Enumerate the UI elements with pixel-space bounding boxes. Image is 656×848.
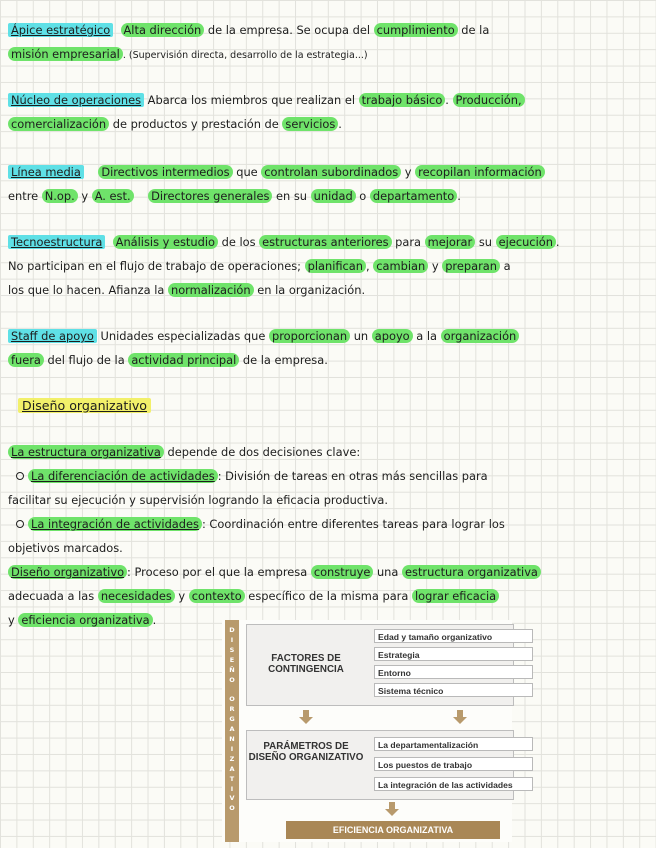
txt: de la empresa. <box>239 353 328 367</box>
txt: en su <box>272 189 311 203</box>
section-staff <box>8 324 648 372</box>
hl: necesidades <box>98 589 175 603</box>
hl: unidad <box>311 189 356 203</box>
factor-item: Entorno <box>374 665 533 679</box>
txt: los que lo hacen. Afianza la <box>8 283 168 297</box>
side-label-letter: G <box>229 715 235 724</box>
side-label-letter: T <box>229 774 235 783</box>
hl: Análisis y estudio <box>113 235 218 249</box>
txt: : Coordinación entre diferentes tareas para lograr los <box>201 517 505 531</box>
contingency-title: FACTORES DE CONTINGENCIA <box>268 653 344 675</box>
txt: . <box>445 93 453 107</box>
hl: estructuras anteriores <box>259 235 391 249</box>
hl: La integración de actividades <box>28 517 202 531</box>
heading-diseno-organizativo: Diseño organizativo <box>18 398 151 413</box>
txt: un <box>350 329 372 343</box>
side-label-letter: A <box>229 725 235 734</box>
parameters-title: PARÁMETROS DE DISEÑO ORGANIZATIVO <box>248 741 364 763</box>
txt: a <box>499 259 511 273</box>
heading-linea-media: Línea media <box>8 165 84 179</box>
txt: una <box>373 565 403 579</box>
heading-nucleo: Núcleo de operaciones <box>8 93 144 107</box>
txt: , <box>366 259 374 273</box>
hl: ejecución <box>496 235 556 249</box>
hl: construye <box>311 565 374 579</box>
txt: del flujo de la <box>43 353 129 367</box>
hl: recopilan información <box>415 165 545 179</box>
side-label-letter: E <box>229 655 235 664</box>
side-label-letter <box>225 685 239 695</box>
side-label-letter: Z <box>229 754 235 763</box>
factor-item: Edad y tamaño organizativo <box>374 629 533 643</box>
txt: de la <box>457 23 490 37</box>
txt: y <box>8 613 19 627</box>
side-label-letter: A <box>229 764 235 773</box>
heading-apice: Ápice estratégico <box>8 23 113 37</box>
section-nucleo <box>8 88 648 136</box>
hl: actividad principal <box>128 353 239 367</box>
hl: proporcionan <box>269 329 350 343</box>
heading-estructura: La estructura organizativa <box>8 445 164 459</box>
side-label-letter: V <box>229 794 235 803</box>
txt: de productos y prestación de <box>109 117 283 131</box>
hl: N.op. <box>42 189 78 203</box>
side-label-letter: I <box>230 635 234 644</box>
hl: mejorar <box>425 235 476 249</box>
side-label-letter: S <box>229 645 235 654</box>
txt: No participan en el flujo de trabajo de operaciones; <box>8 259 305 273</box>
heading-tecnoestructura: Tecnoestructura <box>8 235 105 249</box>
txt: depende de dos decisiones clave: <box>163 445 361 459</box>
txt: en la organización. <box>253 283 366 297</box>
side-label-letter: I <box>230 784 234 793</box>
side-label-letter: N <box>229 734 235 743</box>
txt: entre <box>8 189 42 203</box>
final-efficiency-box: EFICIENCIA ORGANIZATIVA <box>286 821 500 839</box>
section-tecnoestructura <box>8 230 648 302</box>
hl: La diferenciación de actividades <box>28 469 218 483</box>
factor-item: Estrategia <box>374 647 533 661</box>
parameter-item: La departamentalización <box>374 737 533 751</box>
hl: preparan <box>442 259 500 273</box>
txt: de la empresa. Se ocupa del <box>204 23 374 37</box>
hl: lograr eficacia <box>412 589 499 603</box>
txt: su <box>475 235 496 249</box>
txt: que <box>232 165 262 179</box>
side-label-bar <box>225 620 239 842</box>
hl: cumplimiento <box>374 23 458 37</box>
hl: planifican <box>305 259 366 273</box>
txt: y <box>401 165 416 179</box>
hl: trabajo básico <box>359 93 446 107</box>
txt: objetivos marcados. <box>8 541 123 555</box>
hl: apoyo <box>372 329 413 343</box>
hl: servicios <box>282 117 338 131</box>
side-label-letter: D <box>229 626 235 634</box>
side-label-letter: I <box>230 744 234 753</box>
side-label-letter: O <box>229 695 235 704</box>
txt: de los <box>218 235 260 249</box>
txt: a la <box>412 329 441 343</box>
hl: fuera <box>8 353 44 367</box>
txt: . <box>555 235 560 249</box>
txt: y <box>428 259 443 273</box>
design-parameters-box <box>246 730 514 800</box>
txt: para <box>391 235 425 249</box>
parameter-item: La integración de las actividades <box>374 777 533 791</box>
txt: y <box>77 189 92 203</box>
hl: contexto <box>189 589 245 603</box>
hl: Directores generales <box>148 189 272 203</box>
txt: . (Supervisión directa, desarrollo de la estrategia...) <box>122 50 368 61</box>
txt: específico de la misma para <box>244 589 412 603</box>
side-label-letter: O <box>229 675 235 684</box>
section-apice <box>8 18 648 68</box>
hl: Producción, <box>453 93 525 107</box>
organizational-design-diagram <box>222 620 512 842</box>
side-label-letter: Ñ <box>229 665 235 674</box>
parameter-item: Los puestos de trabajo <box>374 757 533 771</box>
hl: organización <box>441 329 520 343</box>
txt: . <box>457 189 461 203</box>
hl: A. est. <box>92 189 134 203</box>
txt: facilitar su ejecución y supervisión logrando la eficacia productiva. <box>8 493 389 507</box>
txt: . <box>152 613 157 627</box>
side-label-letter: R <box>229 705 235 714</box>
hl: departamento <box>370 189 457 203</box>
contingency-factors-box <box>246 624 514 706</box>
factor-item: Sistema técnico <box>374 683 533 697</box>
txt: . <box>338 117 342 131</box>
hl: misión empresarial <box>8 47 123 61</box>
txt: : Proceso por el que la empresa <box>127 565 311 579</box>
bullet-icon <box>16 472 24 480</box>
hl: Alta dirección <box>121 23 205 37</box>
txt: : División de tareas en otras más sencillas para <box>217 469 488 483</box>
section-estructura <box>8 440 648 560</box>
hl: normalización <box>168 283 254 297</box>
hl: comercialización <box>8 117 109 131</box>
txt: Abarca los miembros que realizan el <box>144 93 359 107</box>
txt: o <box>355 189 370 203</box>
hl: controlan subordinados <box>261 165 401 179</box>
txt: adecuada a las <box>8 589 98 603</box>
txt: y <box>174 589 189 603</box>
section-linea-media <box>8 160 648 208</box>
section-diseno-heading <box>18 394 656 418</box>
heading-diseno-def: Diseño organizativo <box>8 565 127 579</box>
hl: estructura organizativa <box>402 565 541 579</box>
hl: cambian <box>373 259 428 273</box>
heading-staff: Staff de apoyo <box>8 329 97 343</box>
hl: eficiencia organizativa <box>18 613 152 627</box>
side-label-letter: O <box>229 804 235 813</box>
txt: Unidades especializadas que <box>96 329 269 343</box>
bullet-icon <box>16 520 24 528</box>
hl: Directivos intermedios <box>98 165 232 179</box>
